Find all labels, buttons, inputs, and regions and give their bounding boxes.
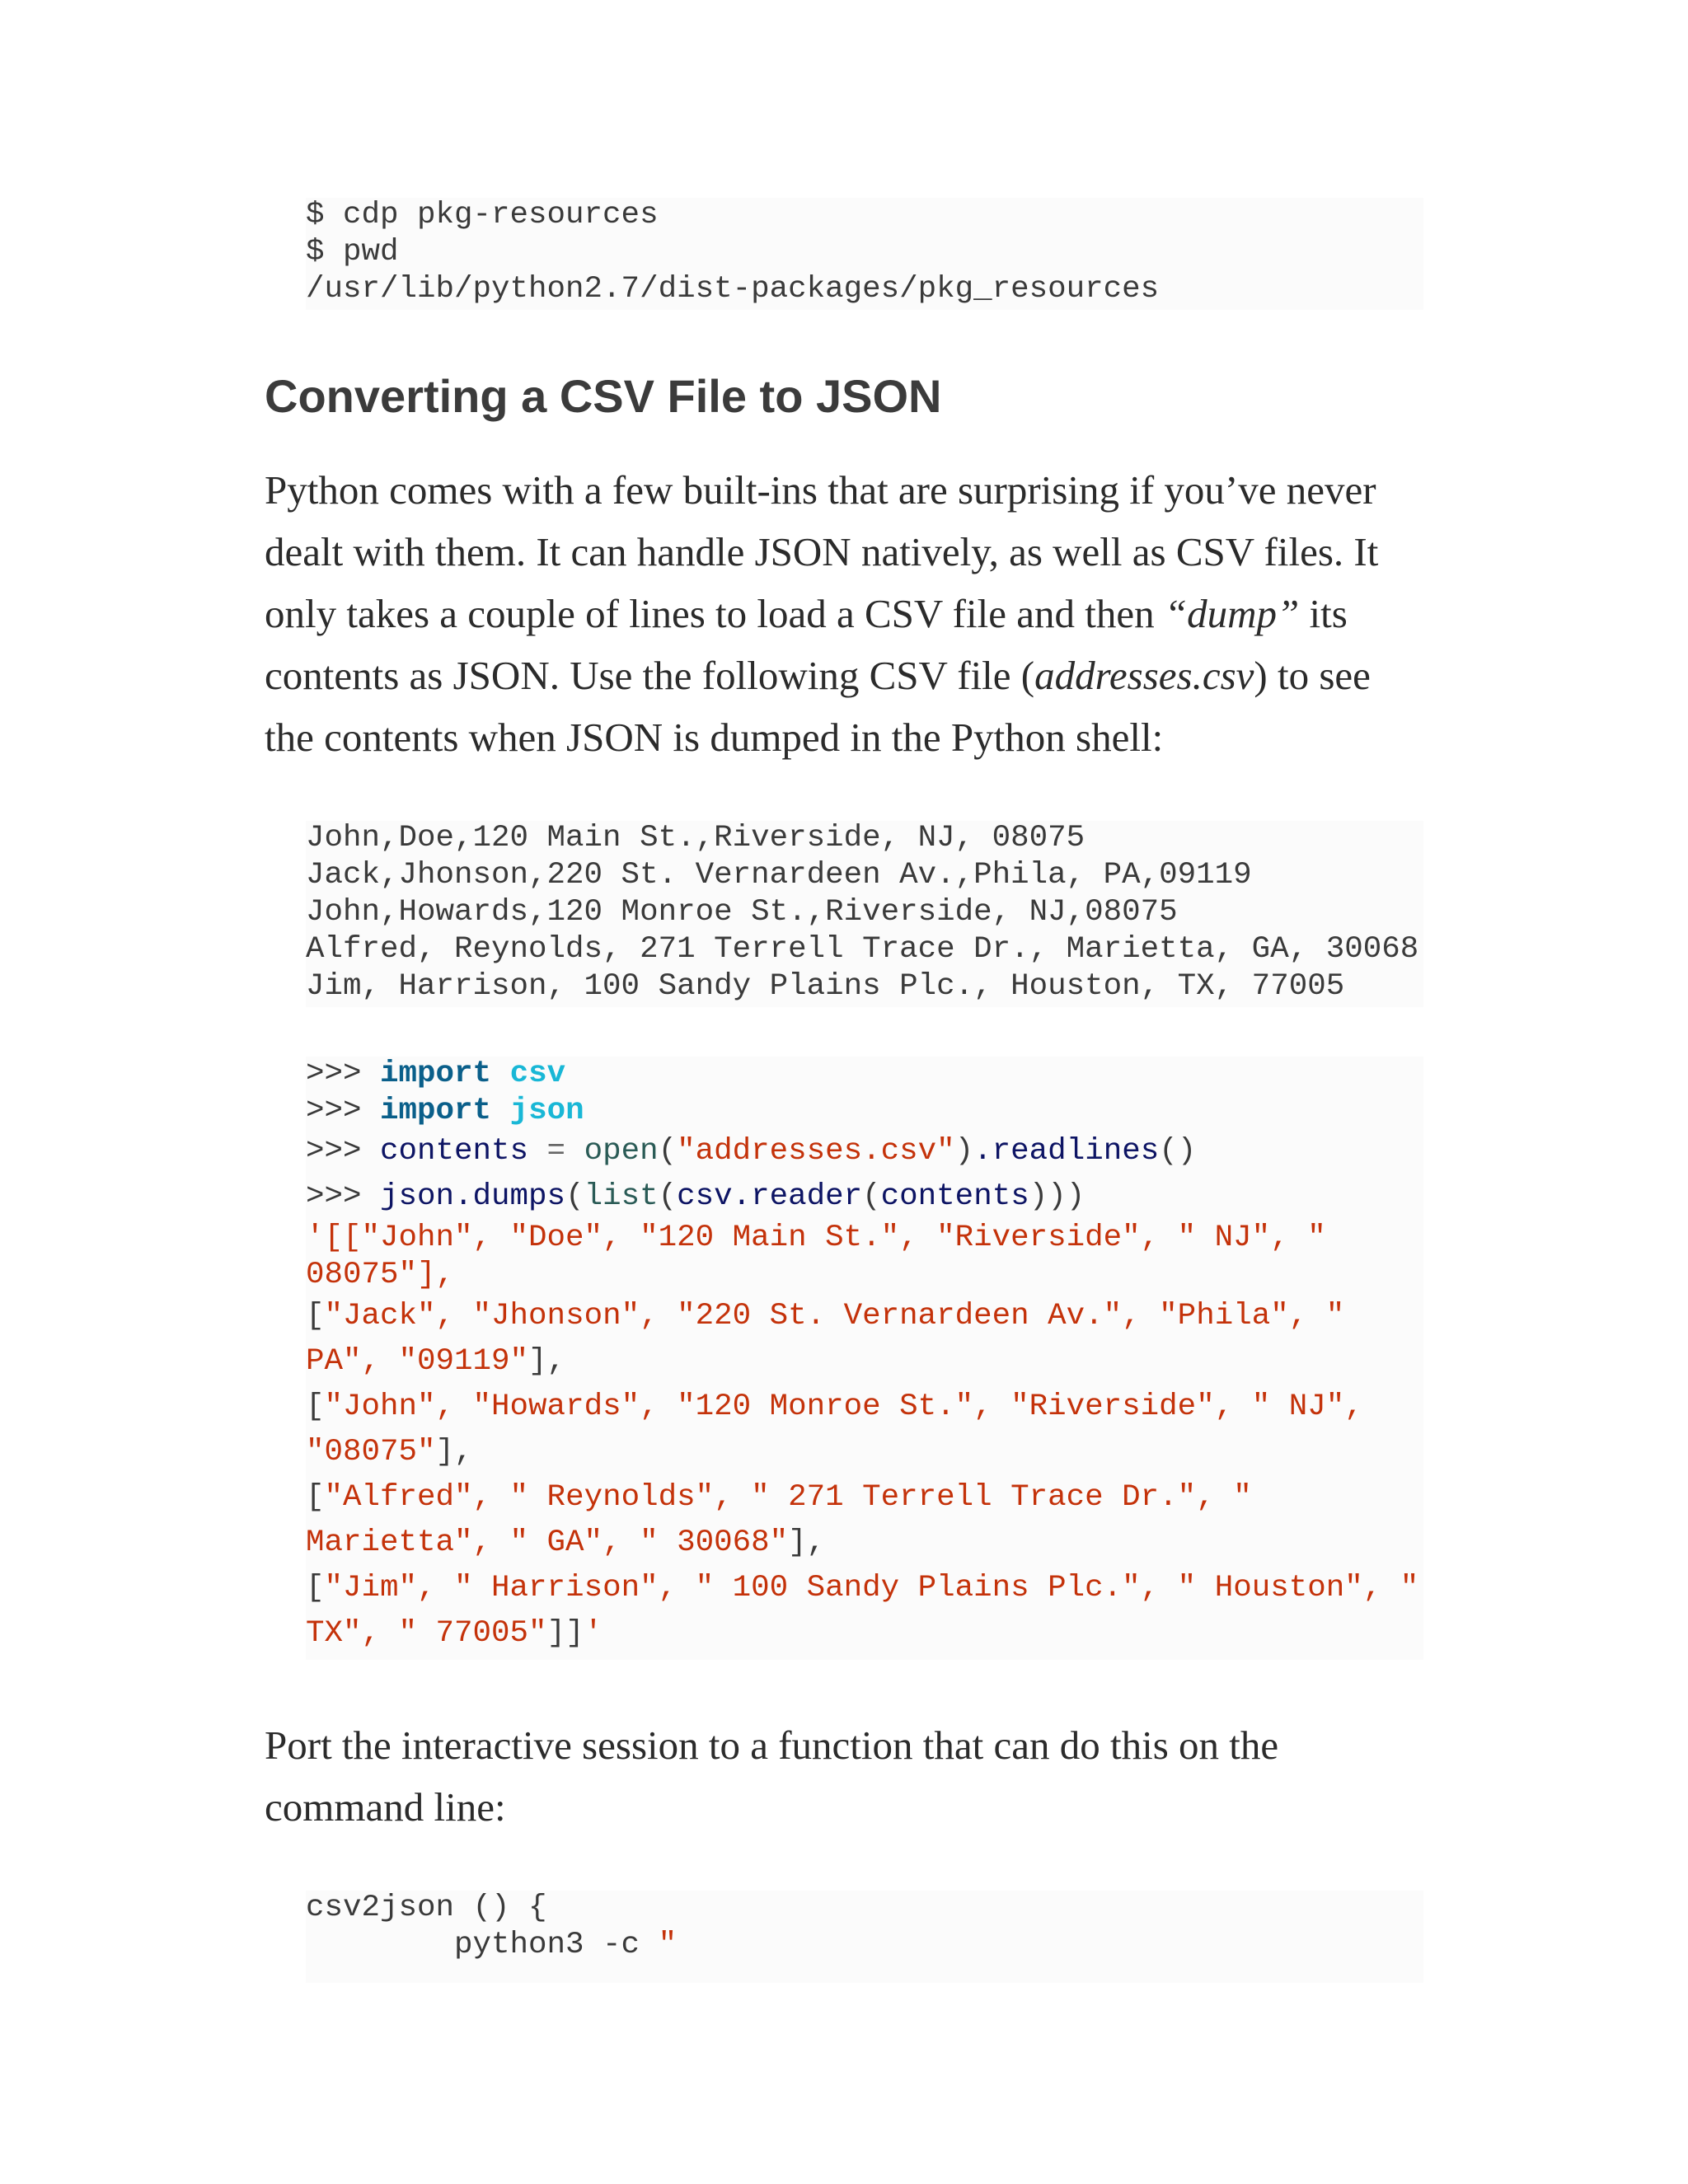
code-line: >>> json.dumps(list(csv.reader(contents)))	[306, 1179, 1085, 1214]
csv-line: John,Doe,120 Main St.,Riverside, NJ, 08075	[306, 821, 1085, 855]
function-code-block	[306, 1891, 1423, 1983]
shell-code-block	[306, 198, 1423, 310]
output-line: PA", "09119"],	[306, 1344, 566, 1379]
output-line: ["Alfred", " Reynolds", " 271 Terrell Trace Dr.", "	[306, 1480, 1252, 1515]
csv-line: John,Howards,120 Monroe St.,Riverside, NJ,08075	[306, 895, 1178, 930]
output-line: ["Jim", " Harrison", " 100 Sandy Plains Plc.", " Houston", "	[306, 1571, 1419, 1605]
paragraph-line: the contents when JSON is dumped in the Python shell:	[265, 715, 1164, 760]
variable: contents	[880, 1179, 1029, 1214]
text-span: ) to see	[1254, 653, 1371, 698]
prompt: >>>	[306, 1134, 381, 1169]
code-line: $ pwd	[306, 235, 399, 269]
paragraph-line: dealt with them. It can handle JSON natively, as well as CSV files. It	[265, 529, 1379, 574]
string-literal: TX", " 77005"	[306, 1616, 547, 1651]
csv-line: Jim, Harrison, 100 Sandy Plains Plc., Houston, TX, 77005	[306, 969, 1345, 1004]
method: .reader	[732, 1179, 863, 1214]
section-heading: Converting a CSV File to JSON	[265, 370, 942, 422]
python-session-block	[306, 1057, 1423, 1660]
string-literal: "addresses.csv"	[677, 1134, 955, 1169]
variable: json	[380, 1179, 455, 1214]
output-line: TX", " 77005"]]'	[306, 1616, 603, 1651]
command-text: python3 -c	[306, 1928, 659, 1962]
code-line	[306, 1057, 565, 1091]
paragraph-line: Python comes with a few built-ins that are surprising if you’ve never	[265, 467, 1376, 513]
output-line: 08075"],	[306, 1258, 455, 1292]
paragraph-line	[265, 652, 1371, 699]
method: .dumps	[454, 1179, 566, 1214]
code-line: /usr/lib/python2.7/dist-packages/pkg_resources	[306, 272, 1160, 307]
keyword: import	[380, 1094, 492, 1128]
variable: csv	[677, 1179, 733, 1214]
output-line: ["Jack", "Jhonson", "220 St. Vernardeen Av.", "Phila", "	[306, 1299, 1345, 1333]
output-line: '[["John", "Doe", "120 Main St.", "Riverside", " NJ", "	[306, 1221, 1326, 1255]
builtin-fn: list	[584, 1179, 659, 1214]
keyword: import	[380, 1057, 492, 1091]
paragraph-line: Port the interactive session to a function that can do this on the	[265, 1722, 1279, 1768]
operator: =	[528, 1134, 584, 1169]
paragraph-line: command line:	[265, 1784, 506, 1830]
code-line: $ cdp pkg-resources	[306, 198, 659, 232]
string-literal: "Jack", "Jhonson", "220 St. Vernardeen Av.", "Phila", "	[324, 1299, 1345, 1333]
emphasis-text: “dump”	[1164, 591, 1300, 636]
string-literal: "Alfred", " Reynolds", " 271 Terrell Trace Dr.", "	[324, 1480, 1252, 1515]
prompt: >>>	[306, 1179, 381, 1214]
module-name: csv	[509, 1057, 566, 1091]
string-literal: "08075"	[306, 1435, 436, 1469]
string-literal: "John", "Howards", "120 Monroe St.", "Riverside", " NJ",	[324, 1390, 1363, 1424]
text-span: its	[1299, 591, 1348, 636]
text-span: contents as JSON. Use the following CSV file (	[265, 653, 1035, 698]
paragraph-line	[265, 590, 1348, 637]
code-line	[306, 1928, 677, 1962]
filename-emphasis: addresses.csv	[1034, 653, 1254, 698]
csv-line: Alfred, Reynolds, 271 Terrell Trace Dr., Marietta, GA, 30068	[306, 932, 1419, 967]
module-name: json	[509, 1094, 584, 1128]
string-literal: "	[658, 1928, 678, 1962]
output-line: Marietta", " GA", " 30068"],	[306, 1526, 826, 1560]
code-line	[306, 1094, 584, 1128]
csv-code-block	[306, 821, 1423, 1007]
output-line: ["John", "Howards", "120 Monroe St.", "Riverside", " NJ",	[306, 1390, 1363, 1424]
string-literal: PA", "09119"	[306, 1344, 529, 1379]
prompt: >>>	[306, 1094, 381, 1128]
output-line: "08075"],	[306, 1435, 473, 1469]
variable: contents	[380, 1134, 529, 1169]
string-literal: '	[584, 1616, 603, 1651]
code-line: >>> contents = open("addresses.csv").readlines()	[306, 1134, 1197, 1169]
builtin-fn: open	[584, 1134, 659, 1169]
text-span: only takes a couple of lines to load a CSV file and then	[265, 591, 1165, 636]
string-literal: Marietta", " GA", " 30068"	[306, 1526, 789, 1560]
code-line: csv2json () {	[306, 1891, 547, 1925]
string-literal: "Jim", " Harrison", " 100 Sandy Plains Plc.", " Houston", "	[324, 1571, 1419, 1605]
csv-line: Jack,Jhonson,220 St. Vernardeen Av.,Phila, PA,09119	[306, 858, 1252, 893]
prompt: >>>	[306, 1057, 381, 1091]
method: .readlines	[973, 1134, 1160, 1169]
